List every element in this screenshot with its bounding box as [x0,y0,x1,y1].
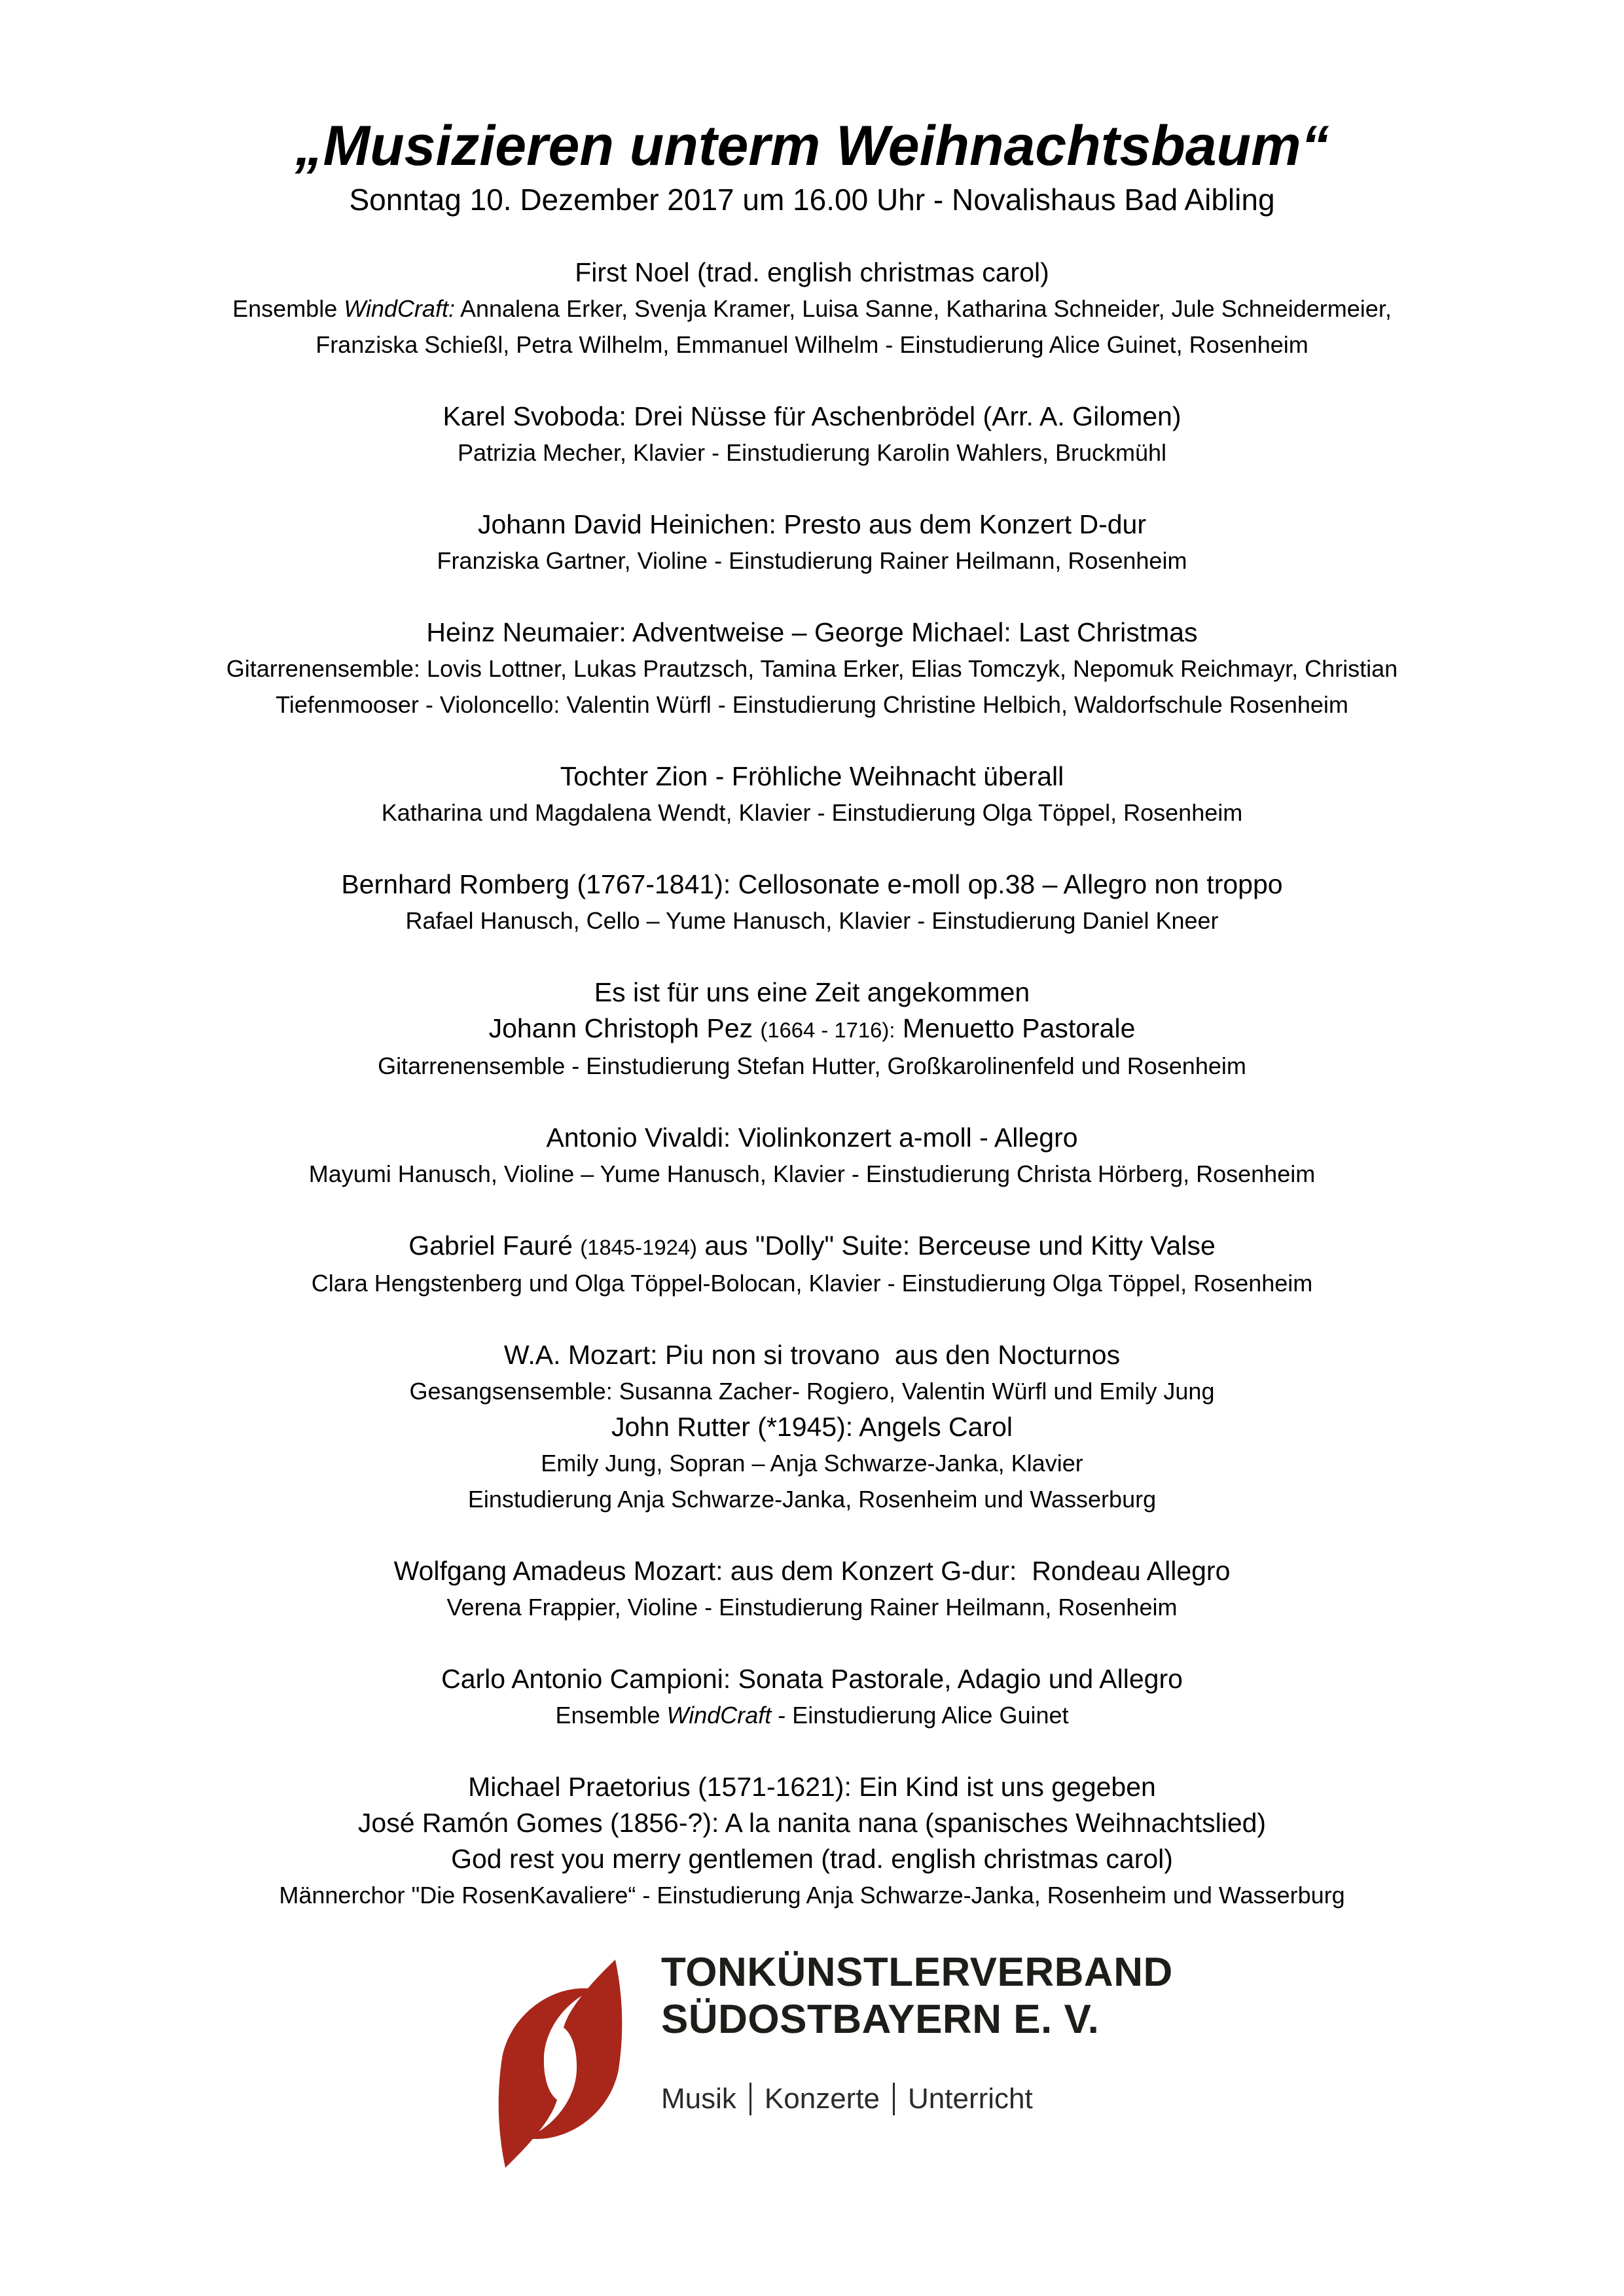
text-segment: Tochter Zion - Fröhliche Weihnacht überall [560,761,1064,791]
piece-title-line [0,1120,1624,1156]
program-piece [0,615,1624,723]
text-segment: Annalena Erker, Svenja Kramer, Luisa Sanne, Katharina Schneider, Jule Schneidermeier, [454,295,1392,322]
logo-text [661,1949,1173,2117]
page-title: „Musizieren unterm Weihnachtsbaum“ [295,115,1329,177]
piece-detail-line [0,1048,1624,1084]
text-segment: Einstudierung Anja Schwarze-Janka, Rosenheim und Wasserburg [467,1486,1157,1513]
program-piece [0,255,1624,363]
piece-title-line [0,975,1624,1011]
piece-detail-line [0,1697,1624,1733]
text-segment: Mayumi Hanusch, Violine – Yume Hanusch, Klavier - Einstudierung Christa Hörberg, Rosenheim [308,1160,1316,1187]
text-segment: Emily Jung, Sopran – Anja Schwarze-Janka, Klavier [541,1450,1083,1477]
text-segment: Rafael Hanusch, Cello – Yume Hanusch, Klavier - Einstudierung Daniel Kneer [405,907,1219,934]
piece-title-line [0,759,1624,795]
text-segment: Männerchor "Die RosenKavaliere“ - Einstudierung Anja Schwarze-Janka, Rosenheim und Wasserburg [279,1882,1345,1909]
piece-title-line [0,1228,1624,1265]
text-segment: Katharina und Magdalena Wendt, Klavier - Einstudierung Olga Töppel, Rosenheim [381,799,1243,826]
text-segment: Heinz Neumaier: Adventweise – George Michael: Last Christmas [426,617,1198,647]
piece-title-line [0,1769,1624,1805]
separator-bar [893,2083,895,2115]
event-date-location: Sonntag 10. Dezember 2017 um 16.00 Uhr - Novalishaus Bad Aibling [349,183,1275,217]
org-name-line2: SÜDOSTBAYERN E. V. [661,1997,1100,2042]
text-segment: Wolfgang Amadeus Mozart: aus dem Konzert G-dur: Rondeau Allegro [393,1556,1231,1586]
piece-title-line [0,1841,1624,1877]
logo-block [496,1949,1173,2169]
text-segment: Gabriel Fauré [408,1230,581,1261]
text-segment: Ensemble [555,1702,667,1729]
text-segment: Patrizia Mecher, Klavier - Einstudierung Karolin Wahlers, Bruckmühl [457,439,1167,466]
text-segment: Gesangsensemble: Susanna Zacher- Rogiero, Valentin Würfl und Emily Jung [409,1378,1215,1405]
text-segment: Gitarrenensemble - Einstudierung Stefan Hutter, Großkarolinenfeld und Rosenheim [378,1052,1246,1079]
org-name-line1: TONKÜNSTLERVERBAND [661,1950,1173,1995]
text-segment: Antonio Vivaldi: Violinkonzert a-moll - Allegro [546,1122,1078,1153]
program-list [0,255,1624,1913]
separator-bar [749,2083,751,2115]
tonkuenstlerverband-logo-mark [496,1958,624,2169]
tagline-item: Unterricht [908,2083,1033,2115]
piece-detail-line [0,687,1624,723]
program-piece [0,975,1624,1084]
text-segment: Johann David Heinichen: Presto aus dem Konzert D-dur [478,509,1146,539]
text-segment: (1664 - 1716): [760,1018,895,1042]
piece-detail-line [0,795,1624,831]
piece-detail-line [0,1156,1624,1192]
text-segment: Franziska Schießl, Petra Wilhelm, Emmanuel Wilhelm - Einstudierung Alice Guinet, Rosenheim [316,331,1308,358]
piece-title-line [0,1011,1624,1048]
text-segment: Es ist für uns eine Zeit angekommen [594,977,1030,1007]
program-piece [0,1553,1624,1625]
text-segment: Johann Christoph Pez [488,1013,761,1043]
text-segment: José Ramón Gomes (1856-?): A la nanita nana (spanisches Weihnachtslied) [357,1808,1267,1838]
logo-tagline [661,2081,1173,2117]
piece-title-line [0,1553,1624,1589]
program-piece [0,1120,1624,1192]
piece-detail-line [0,327,1624,363]
text-segment: Clara Hengstenberg und Olga Töppel-Bolocan, Klavier - Einstudierung Olga Töppel, Rosenheim [311,1270,1313,1297]
program-piece [0,867,1624,939]
text-segment: Gitarrenensemble: Lovis Lottner, Lukas Prautzsch, Tamina Erker, Elias Tomczyk, Nepomuk Reichmayr, Christian [226,655,1398,682]
text-segment: aus "Dolly" Suite: Berceuse und Kitty Valse [696,1230,1216,1261]
piece-detail-line [0,543,1624,579]
text-segment: Karel Svoboda: Drei Nüsse für Aschenbrödel (Arr. A. Gilomen) [442,401,1182,431]
piece-detail-line [0,1481,1624,1517]
piece-detail-line [0,1445,1624,1481]
program-piece [0,759,1624,831]
text-segment: Carlo Antonio Campioni: Sonata Pastorale, Adagio und Allegro [441,1664,1183,1694]
piece-detail-line [0,1589,1624,1625]
piece-title-line [0,255,1624,291]
piece-title-line [0,1661,1624,1697]
text-segment: Ensemble [232,295,344,322]
piece-title-line [0,399,1624,435]
text-segment: - Einstudierung Alice Guinet [771,1702,1069,1729]
program-piece [0,507,1624,579]
piece-title-line [0,1337,1624,1373]
program-piece [0,1337,1624,1517]
text-segment: John Rutter (*1945): Angels Carol [611,1412,1013,1442]
text-segment: Menuetto Pastorale [895,1013,1136,1043]
text-segment: WindCraft: [344,295,455,322]
text-segment: Bernhard Romberg (1767-1841): Cellosonate e-moll op.38 – Allegro non troppo [341,869,1283,899]
program-piece [0,1661,1624,1733]
piece-title-line [0,1805,1624,1841]
program-piece [0,1769,1624,1913]
program-piece [0,399,1624,471]
text-segment: W.A. Mozart: Piu non si trovano aus den Nocturnos [503,1340,1121,1370]
piece-detail-line [0,651,1624,687]
text-segment: Verena Frappier, Violine - Einstudierung Rainer Heilmann, Rosenheim [446,1594,1178,1621]
piece-title-line [0,867,1624,903]
piece-title-line [0,615,1624,651]
piece-detail-line [0,1877,1624,1913]
piece-detail-line [0,903,1624,939]
piece-detail-line [0,1265,1624,1301]
piece-title-line [0,507,1624,543]
piece-detail-line [0,435,1624,471]
text-segment: First Noel (trad. english christmas carol) [575,257,1049,287]
piece-detail-line [0,291,1624,327]
program-piece [0,1228,1624,1301]
text-segment: (1845-1924) [580,1235,697,1259]
tagline-item: Konzerte [764,2083,880,2115]
piece-detail-line [0,1373,1624,1409]
tagline-item: Musik [661,2083,736,2115]
text-segment: WindCraft [666,1702,772,1729]
program-content [0,111,1624,1913]
text-segment: Franziska Gartner, Violine - Einstudierung Rainer Heilmann, Rosenheim [437,547,1187,574]
text-segment: Michael Praetorius (1571-1621): Ein Kind ist uns gegeben [468,1772,1156,1802]
text-segment: God rest you merry gentlemen (trad. english christmas carol) [451,1844,1173,1874]
piece-title-line [0,1409,1624,1445]
text-segment: Tiefenmooser - Violoncello: Valentin Würfl - Einstudierung Christine Helbich, Waldorfschule Rosenheim [276,691,1348,718]
